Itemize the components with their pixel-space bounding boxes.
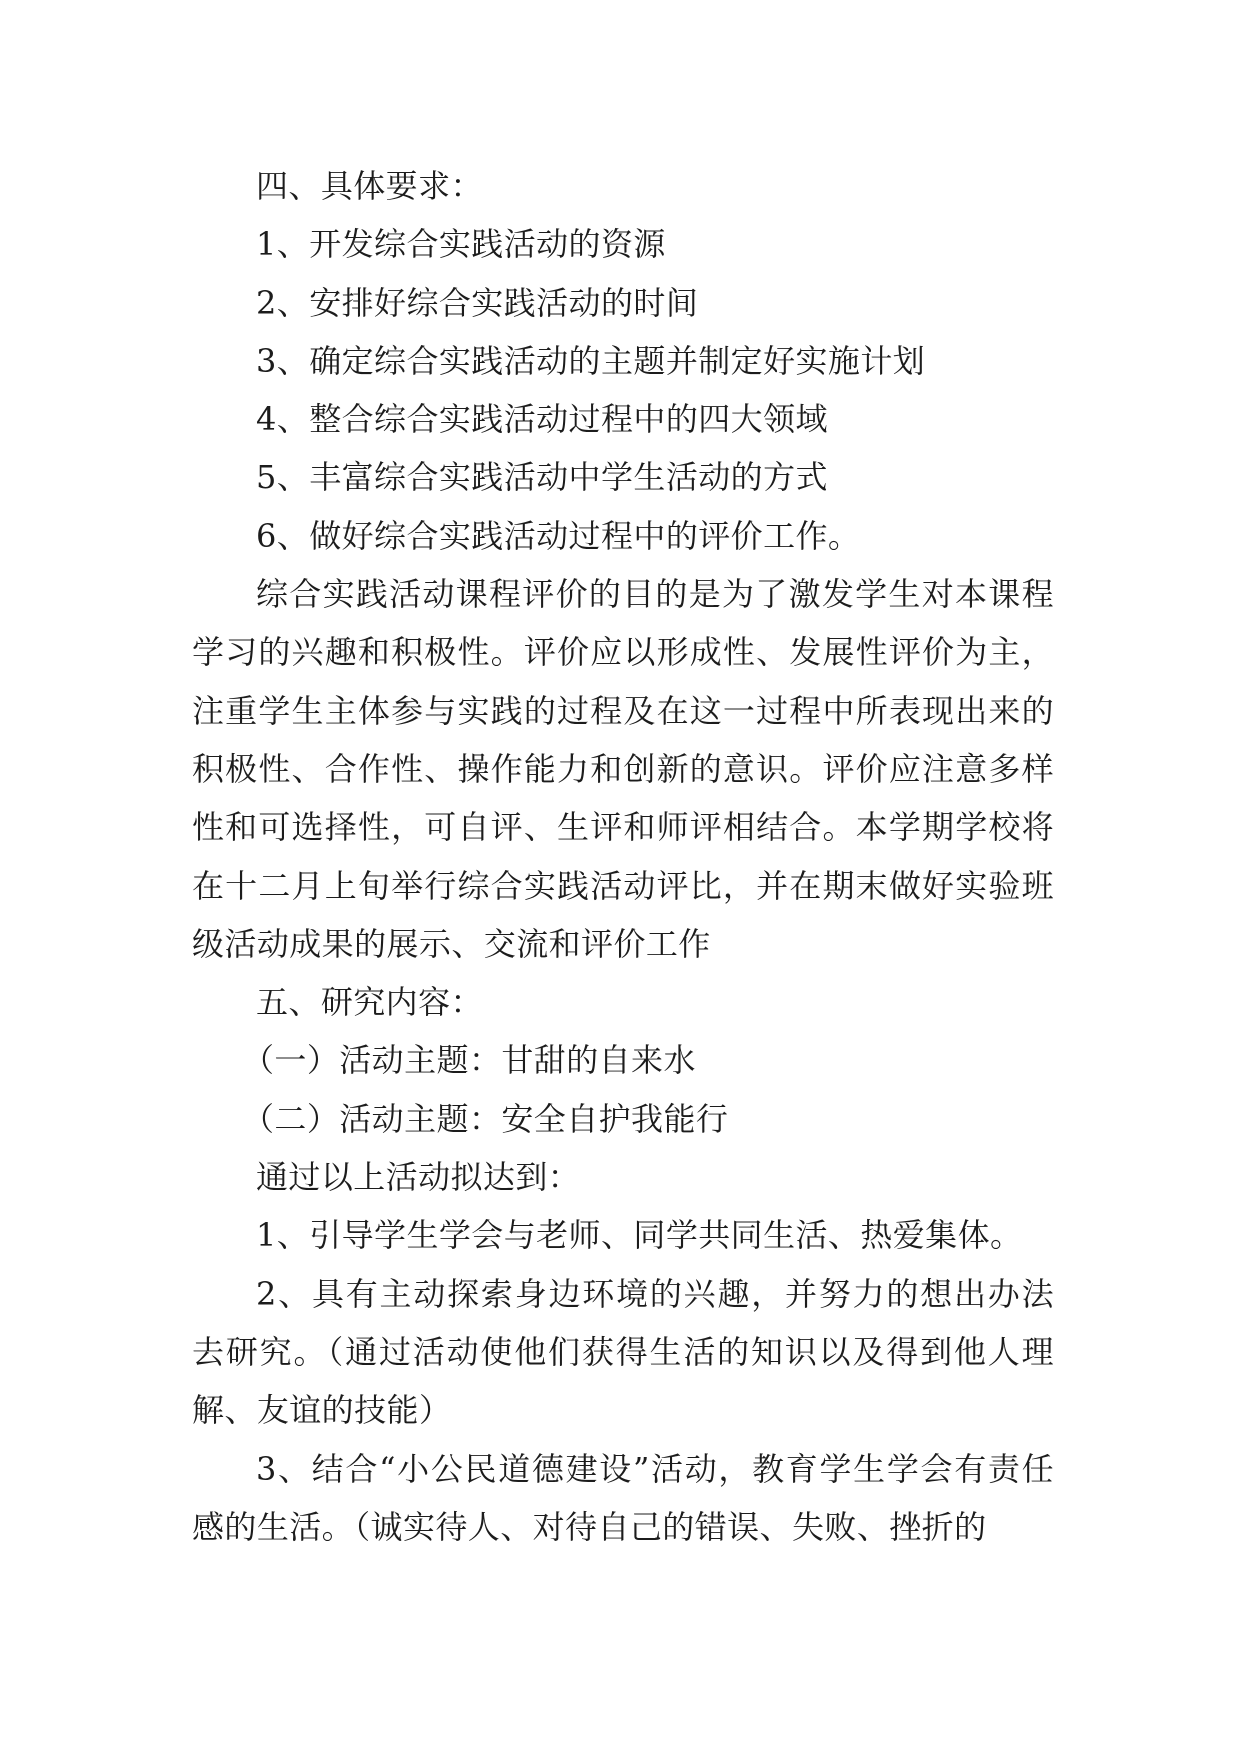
- list-item: 2、安排好综合实践活动的时间: [256, 283, 699, 322]
- document-body: [192, 157, 1054, 1556]
- goal-item: 1、引导学生学会与老师、同学共同生活、热爱集体。: [256, 1216, 1023, 1255]
- goal-item: 2、具有主动探索身边环境的兴趣，并努力的想出办法去研究。（通过活动使他们获得生活的知识以及得到他人理解、友谊的技能）: [192, 1274, 1054, 1430]
- activity-theme-item: （二）活动主题：安全自护我能行: [242, 1099, 729, 1138]
- list-item: 5、丰富综合实践活动中学生活动的方式: [256, 458, 828, 497]
- list-item: 1、开发综合实践活动的资源: [256, 225, 666, 264]
- list-item: 3、确定综合实践活动的主题并制定好实施计划: [256, 341, 926, 380]
- list-item: 6、做好综合实践活动过程中的评价工作。: [256, 516, 861, 555]
- activity-theme-item: （一）活动主题：甘甜的自来水: [242, 1041, 696, 1080]
- goal-item: 3、结合“小公民道德建设”活动，教育学生学会有责任感的生活。（诚实待人、对待自己的错误、失败、挫折的: [192, 1449, 1054, 1546]
- list-item: 4、整合综合实践活动过程中的四大领域: [256, 400, 828, 439]
- body-paragraph-evaluation: 综合实践活动课程评价的目的是为了激发学生对本课程学习的兴趣和积极性。评价应以形成性、发展性评价为主，注重学生主体参与实践的过程及在这一过程中所表现出来的积极性、合作性、操作能力和创新的意识。评价应注意多样性和可选择性，可自评、生评和师评相结合。本学期学校将在十二月上旬举行综合实践活动评比，并在期末做好实验班级活动成果的展示、交流和评价工作: [192, 575, 1054, 963]
- section-heading-research: 五、研究内容：: [256, 983, 483, 1022]
- section-heading-requirements: 四、具体要求：: [256, 167, 483, 205]
- goals-intro: 通过以上活动拟达到：: [256, 1158, 581, 1197]
